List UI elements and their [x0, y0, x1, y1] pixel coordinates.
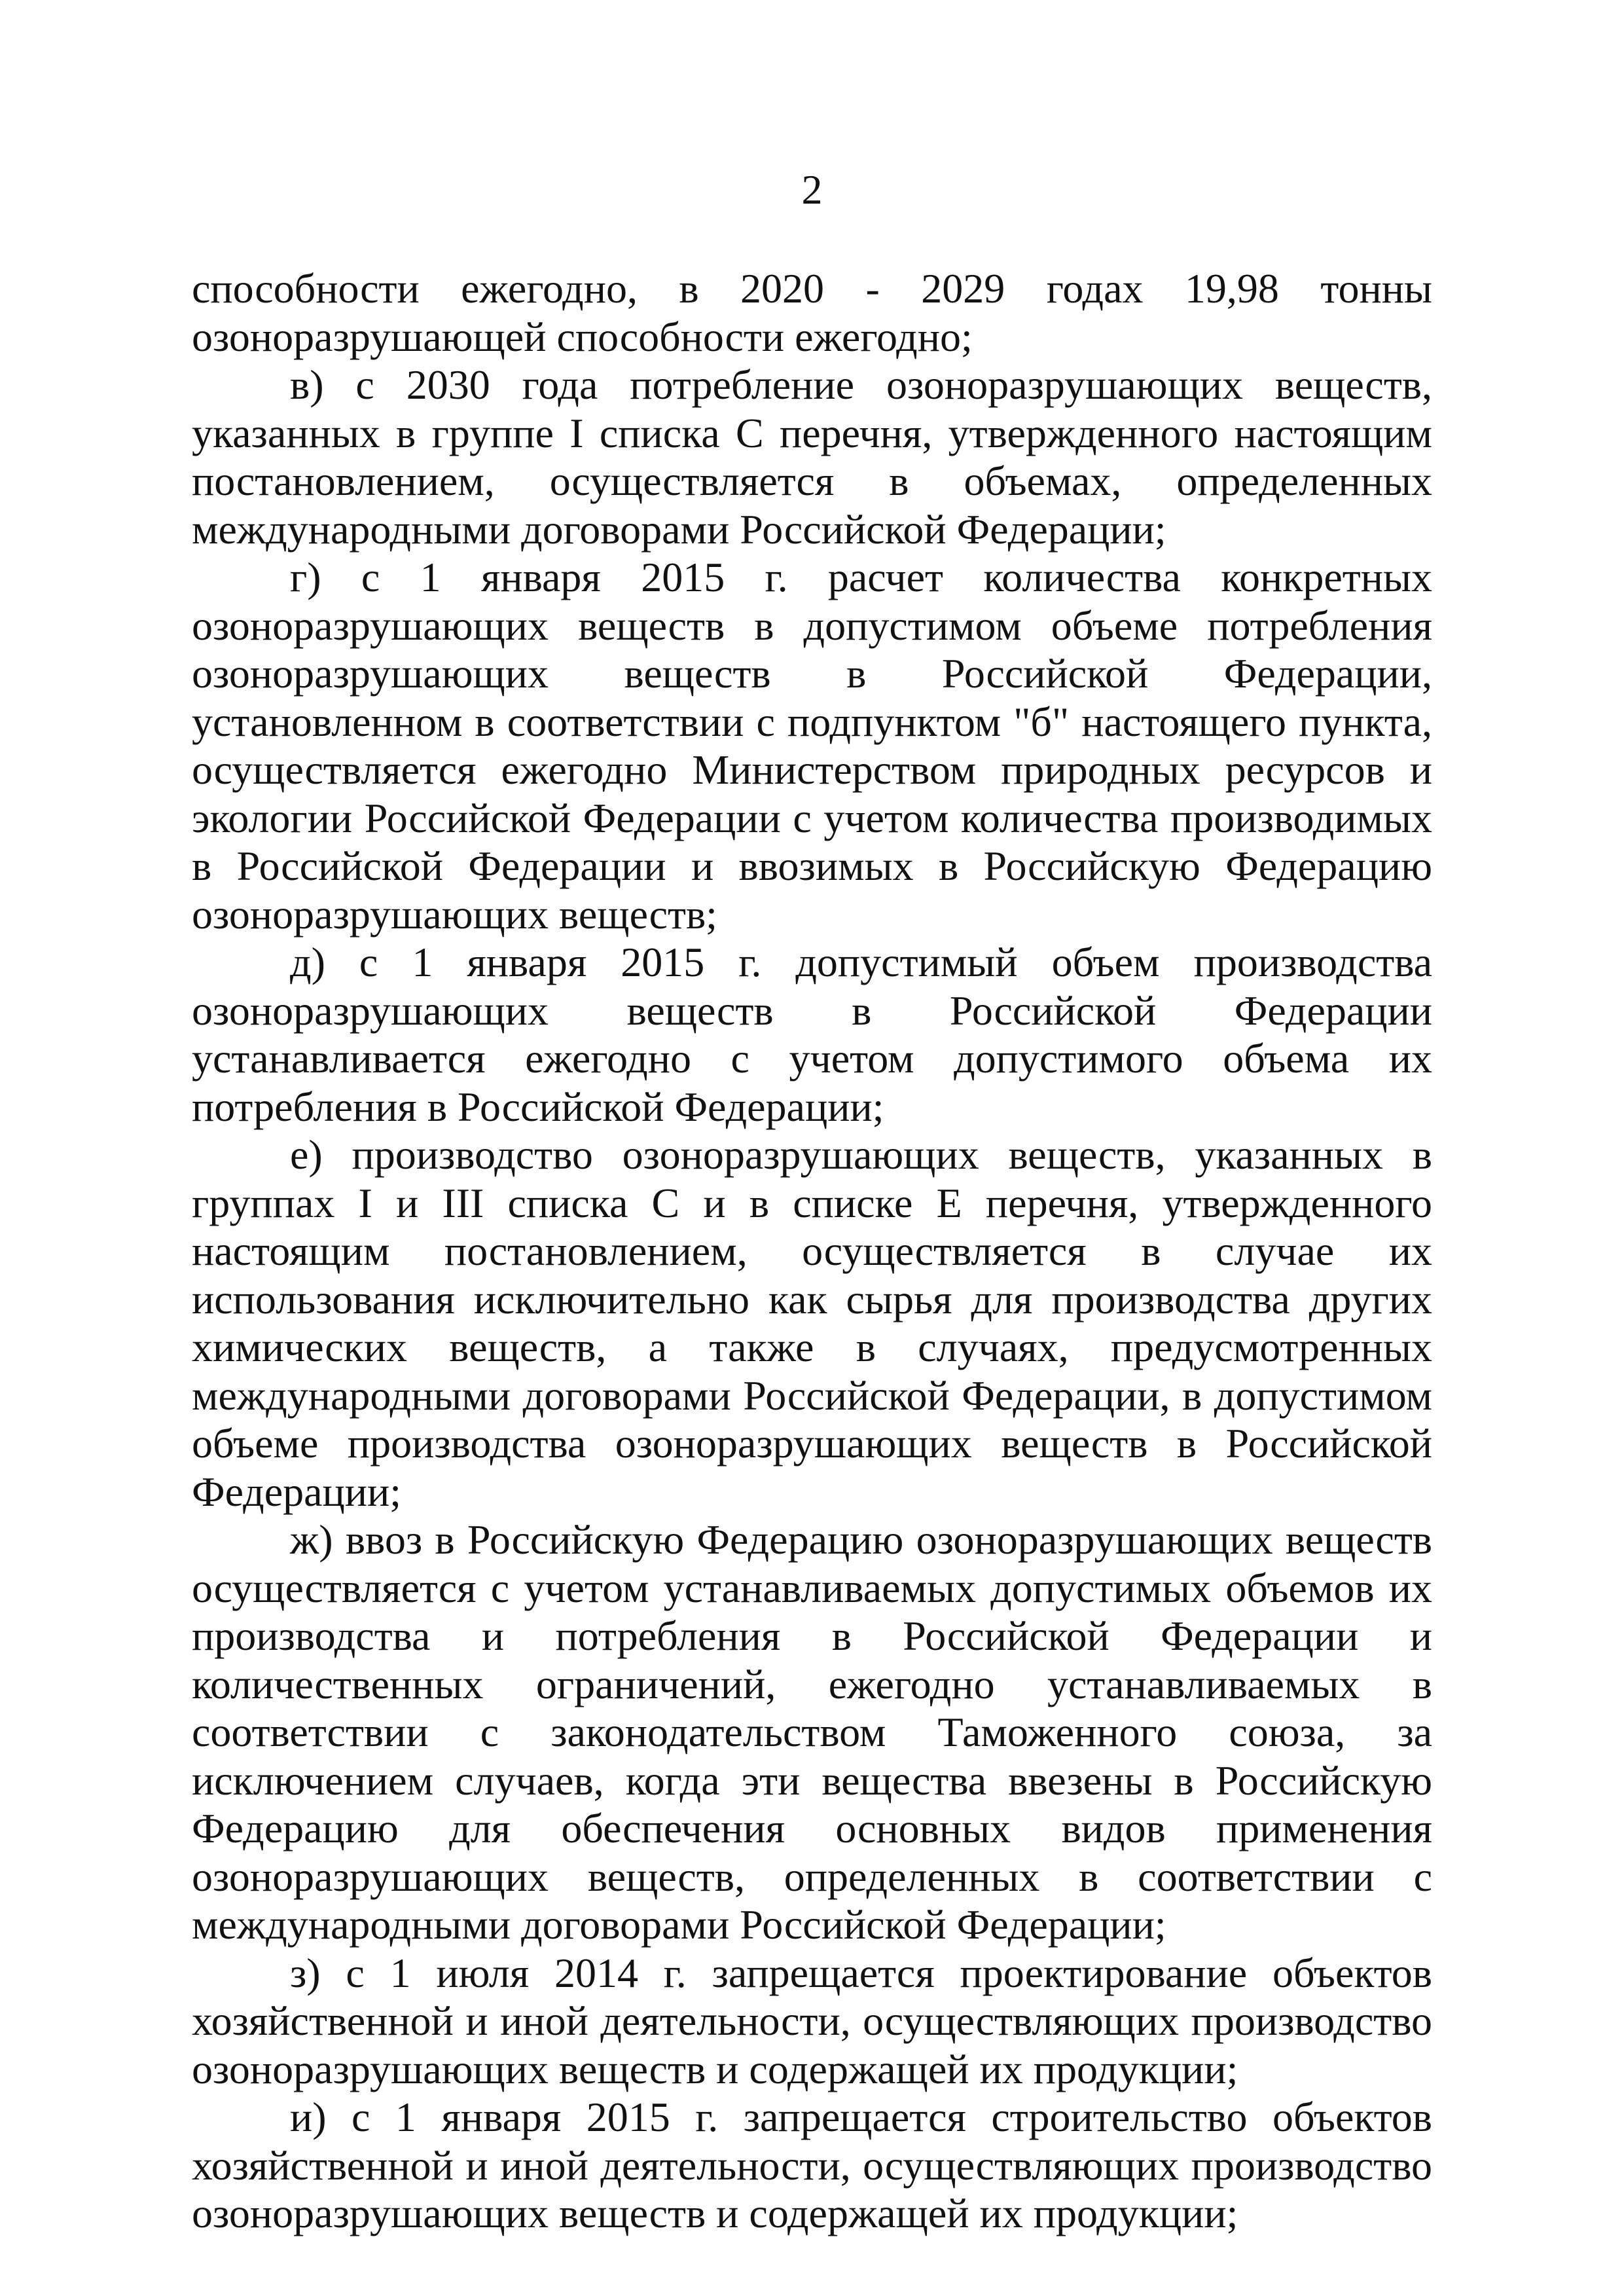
paragraph-item-d: д) с 1 января 2015 г. допустимый объем производства озоноразрушающих веществ в Российской Федерации устанавливается ежегодно с учетом допустимого объема их потребления в Российской Федерации; — [192, 939, 1432, 1130]
paragraph-item-g: г) с 1 января 2015 г. расчет количества конкретных озоноразрушающих веществ в допустимом объеме потребления озоноразрушающих веществ в Российской Федерации, установленном в соответствии с подпунктом "б" настоящего пункта, осуществляется ежегодно Министерством природных ресурсов и экологии Российской Федерации с учетом количества производимых в Российской Федерации и ввозимых в Российскую Федерацию озоноразрушающих веществ; — [192, 554, 1432, 938]
paragraph-item-v: в) с 2030 года потребление озоноразрушающих веществ, указанных в группе I списка С перечня, утвержденного настоящим постановлением, осуществляется в объемах, определенных международными договорами Российской Федерации; — [192, 361, 1432, 553]
paragraph-item-z: з) с 1 июля 2014 г. запрещается проектирование объектов хозяйственной и иной деятельности, осуществляющих производство озоноразрушающих веществ и содержащей их продукции; — [192, 1949, 1432, 2092]
paragraph-item-zh: ж) ввоз в Российскую Федерацию озоноразрушающих веществ осуществляется с учетом устанавливаемых допустимых объемов их производства и потребления в Российской Федерации и количественных ограничений, ежегодно устанавливаемых в соответствии с законодательством Таможенного союза, за исключением случаев, когда эти вещества ввезены в Российскую Федерацию для обеспечения основных видов применения озоноразрушающих веществ, определенных в соответствии с международными договорами Российской Федерации; — [192, 1516, 1432, 1948]
paragraph-continuation: способности ежегодно, в 2020 - 2029 годах 19,98 тонны озоноразрушающей способности ежегодно; — [192, 265, 1432, 360]
paragraph-item-i: и) с 1 января 2015 г. запрещается строительство объектов хозяйственной и иной деятельности, осуществляющих производство озоноразрушающих веществ и содержащей их продукции; — [192, 2094, 1432, 2236]
paragraph-item-e: е) производство озоноразрушающих веществ, указанных в группах I и III списка С и в списке Е перечня, утвержденного настоящим постановлением, осуществляется в случае их использования исключительно как сырья для производства других химических веществ, а также в случаях, предусмотренных международными договорами Российской Федерации, в допустимом объеме производства озоноразрушающих веществ в Российской Федерации; — [192, 1131, 1432, 1515]
document-body — [192, 264, 1432, 2238]
page-number: 2 — [801, 166, 823, 213]
